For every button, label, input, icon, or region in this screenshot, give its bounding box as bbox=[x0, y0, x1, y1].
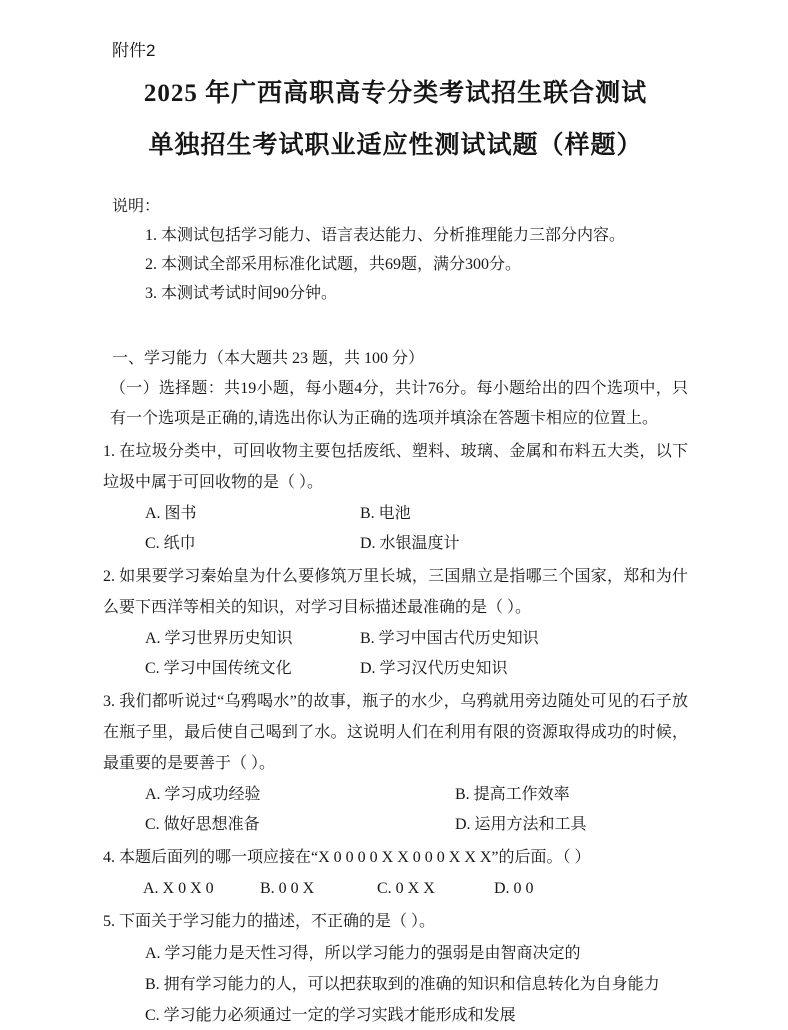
attachment-label: 附件2 bbox=[112, 41, 156, 60]
question-3-stem: 3. 我们都听说过“乌鸦喝水”的故事，瓶子的水少，乌鸦就用旁边随处可见的石子放在瓶子里，最后使自己喝到了水。这说明人们在利用有限的资源取得成功的时候，最重要的是要善于（ ）。 bbox=[103, 693, 688, 772]
instructions-heading: 说明： bbox=[112, 198, 161, 215]
question-4-option-a: A. X 0 X 0 bbox=[143, 880, 214, 897]
question-1-option-a: A. 图书 bbox=[145, 505, 197, 522]
question-2 bbox=[103, 561, 688, 684]
question-3-option-d: D. 运用方法和工具 bbox=[455, 816, 587, 833]
question-1-stem: 1. 在垃圾分类中，可回收物主要包括废纸、塑料、玻璃、金属和布料五大类，以下垃圾中属于可回收物的是（ ）。 bbox=[103, 443, 688, 491]
question-4-option-d: D. 0 0 bbox=[494, 880, 534, 897]
question-3-options bbox=[103, 780, 688, 840]
question-4-stem: 4. 本题后面列的哪一项应接在“X 0 0 0 0 X X 0 0 0 X X X”的后面。（ ） bbox=[103, 849, 591, 866]
question-5-stem: 5. 下面关于学习能力的描述，不正确的是（ ）。 bbox=[103, 913, 436, 930]
document-title-line1: 2025 年广西高职高专分类考试招生联合测试 bbox=[143, 80, 648, 107]
question-5 bbox=[103, 906, 688, 1030]
question-5-option-a: A. 学习能力是天性习得，所以学习能力的强弱是由智商决定的 bbox=[145, 945, 581, 962]
question-1-option-b: B. 电池 bbox=[360, 505, 411, 522]
section-intro: （一）选择题：共19小题，每小题4分，共计76分。每小题给出的四个选项中，只有一个选项是正确的,请选出你认为正确的选项并填涂在答题卡相应的位置上。 bbox=[110, 380, 688, 427]
question-1-option-c: C. 纸巾 bbox=[145, 535, 196, 552]
instruction-item-2: 2. 本测试全部采用标准化试题，共69题，满分300分。 bbox=[145, 256, 522, 273]
question-1 bbox=[103, 436, 688, 559]
question-2-stem: 2. 如果要学习秦始皇为什么要修筑万里长城，三国鼎立是指哪三个国家，郑和为什么要下西洋等相关的知识，对学习目标描述最准确的是（ ）。 bbox=[103, 568, 688, 616]
instruction-item-1: 1. 本测试包括学习能力、语言表达能力、分析推理能力三部分内容。 bbox=[145, 227, 626, 244]
question-1-options bbox=[103, 499, 688, 559]
question-5-option-b: B. 拥有学习能力的人，可以把获取到的准确的知识和信息转化为自身能力 bbox=[145, 976, 660, 993]
question-4-options bbox=[103, 874, 688, 904]
section-heading: 一、学习能力（本大题共 23 题，共 100 分） bbox=[112, 350, 425, 367]
question-5-options bbox=[103, 938, 688, 1030]
question-3-option-a: A. 学习成功经验 bbox=[145, 786, 261, 803]
question-5-option-c: C. 学习能力必须通过一定的学习实践才能形成和发展 bbox=[145, 1007, 516, 1024]
question-3 bbox=[103, 686, 688, 840]
question-4-option-b: B. 0 0 X bbox=[260, 880, 315, 897]
question-2-options bbox=[103, 624, 688, 684]
question-2-option-c: C. 学习中国传统文化 bbox=[145, 660, 292, 677]
document-title-line2: 单独招生考试职业适应性测试试题（样题） bbox=[148, 132, 643, 159]
question-2-option-a: A. 学习世界历史知识 bbox=[145, 630, 293, 647]
instructions-block bbox=[103, 192, 688, 308]
question-4 bbox=[103, 842, 688, 904]
question-1-option-d: D. 水银温度计 bbox=[360, 535, 460, 552]
question-3-option-c: C. 做好思想准备 bbox=[145, 816, 260, 833]
question-3-option-b: B. 提高工作效率 bbox=[455, 786, 570, 803]
question-2-option-d: D. 学习汉代历史知识 bbox=[360, 660, 508, 677]
instruction-item-3: 3. 本测试考试时间90分钟。 bbox=[145, 285, 338, 302]
question-2-option-b: B. 学习中国古代历史知识 bbox=[360, 630, 539, 647]
question-4-option-c: C. 0 X X bbox=[377, 880, 435, 897]
